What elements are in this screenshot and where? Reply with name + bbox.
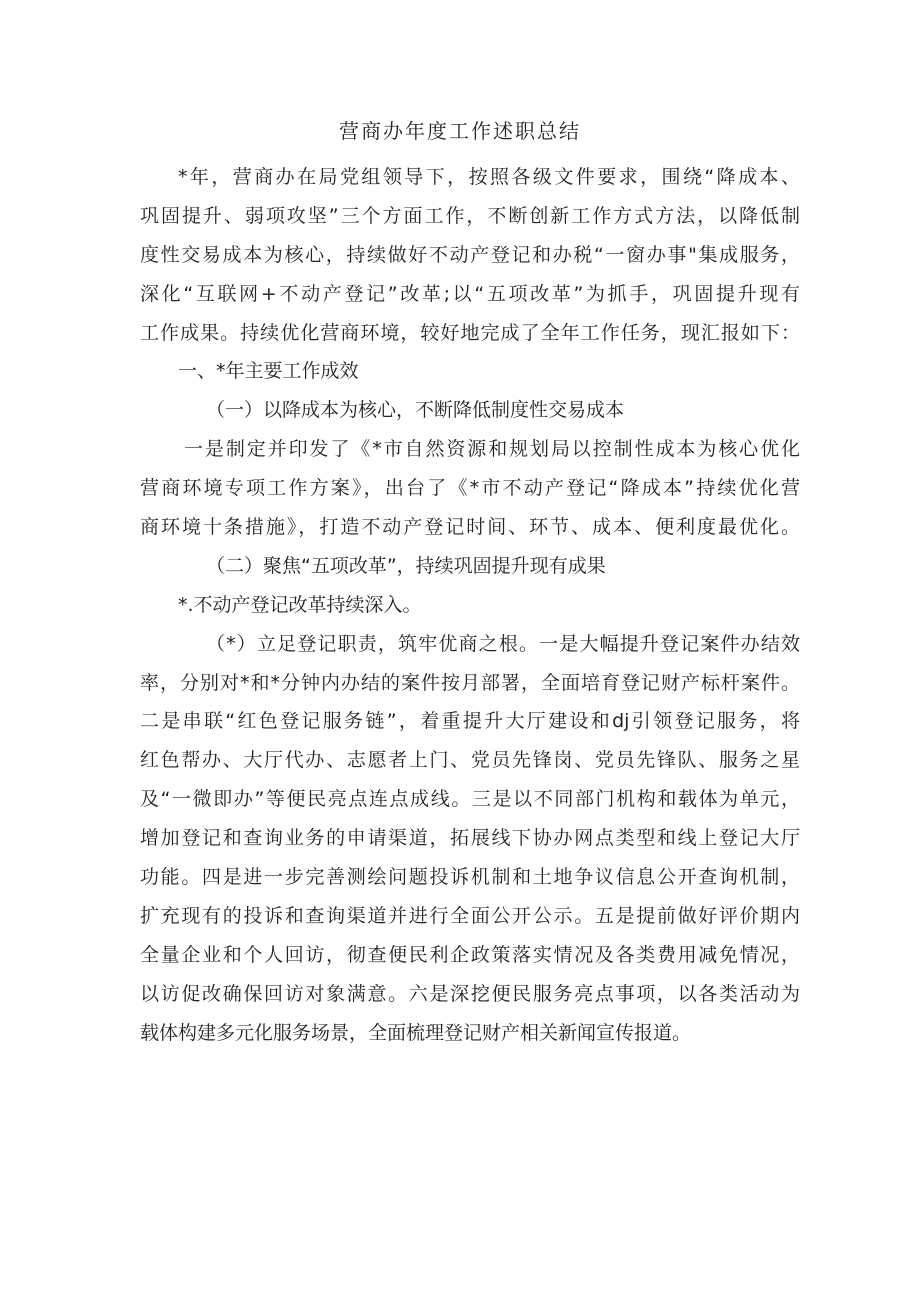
paragraph-line: 扩充现有的投诉和查询渠道并进行全面公开公示。五是提前做好评价期内 — [140, 904, 800, 927]
paragraph-line: 商环境十条措施》，打造不动产登记时间、环节、成本、便利度最优化。 — [140, 516, 800, 539]
subsection-heading: （一）以降成本为核心，不断降低制度性交易成本 — [206, 399, 625, 422]
paragraph-line: 率，分别对*和*分钟内办结的案件按月部署，全面培育登记财产标杆案件。 — [140, 671, 800, 694]
subsection-heading: （二）聚焦“五项改革”，持续巩固提升现有成果 — [206, 554, 606, 577]
document-body — [140, 158, 800, 1052]
paragraph-line: （*）立足登记职责，筑牢优商之根。一是大幅提升登记案件办结效 — [206, 632, 800, 655]
paragraph-line: 及“一微即办”等便民亮点连点成线。三是以不同部门机构和载体为单元， — [140, 788, 800, 811]
section-heading: 一、*年主要工作成效 — [178, 360, 359, 383]
paragraph-line: 以访促改确保回访对象满意。六是深挖便民服务亮点事项，以各类活动为 — [140, 982, 800, 1005]
document-title: 营商办年度工作述职总结 — [339, 119, 581, 143]
item-heading: *.不动产登记改革持续深入。 — [178, 593, 422, 616]
paragraph-line: 增加登记和查询业务的申请渠道，拓展线下协办网点类型和线上登记大厅 — [140, 827, 800, 850]
paragraph-line: 度性交易成本为核心，持续做好不动产登记和办税“一窗办事"集成服务， — [140, 243, 800, 266]
paragraph-line: 深化“互联网+不动产登记”改革;以“五项改革”为抓手，巩固提升现有 — [140, 282, 800, 305]
paragraph-line: 一是制定并印发了《*市自然资源和规划局以控制性成本为核心优化 — [184, 438, 800, 461]
paragraph-line: 全量企业和个人回访，彻查便民利企政策落实情况及各类费用减免情况， — [140, 943, 800, 966]
paragraph-line: 二是串联“红色登记服务链”，着重提升大厅建设和dj引领登记服务，将 — [140, 710, 800, 733]
paragraph-line: 红色帮办、大厅代办、志愿者上门、党员先锋岗、党员先锋队、服务之星 — [140, 749, 800, 772]
paragraph-line: 巩固提升、弱项攻坚”三个方面工作，不断创新工作方式方法，以降低制 — [140, 204, 800, 227]
paragraph-line: 功能。四是进一步完善测绘问题投诉机制和土地争议信息公开查询机制， — [140, 866, 800, 889]
paragraph-line: 载体构建多元化服务场景，全面梳理登记财产相关新闻宣传报道。 — [140, 1021, 692, 1044]
paragraph-line: *年，营商办在局党组领导下，按照各级文件要求，围绕“降成本、 — [178, 166, 800, 188]
paragraph-line: 营商环境专项工作方案》，出台了《*市不动产登记“降成本”持续优化营 — [140, 477, 800, 500]
paragraph-line: 工作成果。持续优化营商环境，较好地完成了全年工作任务，现汇报如下： — [140, 321, 800, 344]
